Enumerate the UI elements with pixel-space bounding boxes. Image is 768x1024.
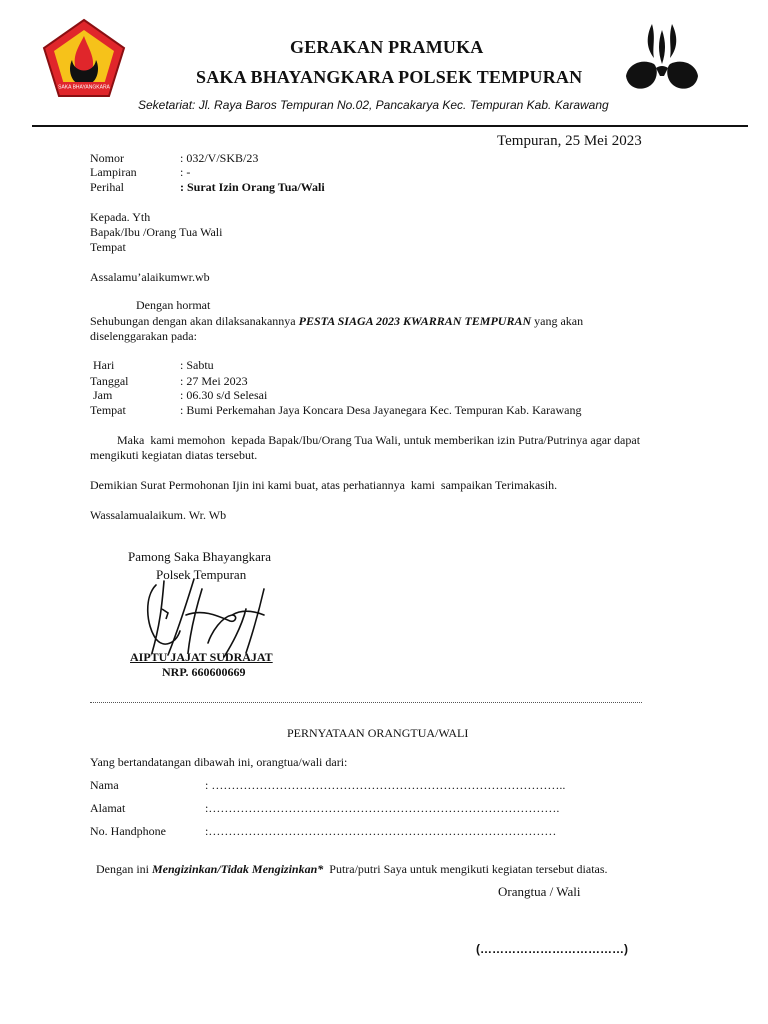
intro-text: Sehubungan dengan akan dilaksanakannya xyxy=(90,314,299,328)
recipient-line: Tempat xyxy=(90,240,126,254)
meta-label-perihal: Perihal xyxy=(90,180,124,194)
event-label-jam: Jam xyxy=(90,388,113,402)
signer-unit: Polsek Tempuran xyxy=(156,567,247,582)
saka-bhayangkara-logo xyxy=(42,18,126,105)
field-blank-nama[interactable]: : …………………………………………………………………………….. xyxy=(205,778,566,792)
meta-label-lampiran: Lampiran xyxy=(90,165,137,179)
consent-text: Putra/putri Saya untuk mengikuti kegiatan tersebut diatas. xyxy=(323,862,608,876)
field-label-handphone: No. Handphone xyxy=(90,824,166,838)
consent-line xyxy=(90,847,608,877)
meta-value-lampiran: : - xyxy=(180,165,191,179)
tunas-kelapa-logo xyxy=(622,20,702,101)
event-label-tanggal: Tanggal xyxy=(90,374,129,388)
statement-intro: Yang bertandatangan dibawah ini, orangtua/wali dari: xyxy=(90,755,348,769)
field-label-nama: Nama xyxy=(90,778,119,792)
event-value-tempat: : Bumi Perkemahan Jaya Koncara Desa Jayanegara Kec. Tempuran Kab. Karawang xyxy=(180,403,582,417)
letter-date: Tempuran, 25 Mei 2023 xyxy=(497,133,642,149)
event-label-hari: Hari xyxy=(90,358,115,372)
event-value-tanggal: : 27 Mei 2023 xyxy=(180,374,248,388)
event-value-hari: : Sabtu xyxy=(180,358,214,372)
signer-name: AIPTU JAJAT SUDRAJAT xyxy=(130,650,273,664)
guardian-sign-blank[interactable]: (………………………………) xyxy=(476,942,628,956)
event-label-tempat: Tempat xyxy=(90,403,126,417)
meta-label-nomor: Nomor xyxy=(90,151,124,165)
unit-title: SAKA BHAYANGKARA POLSEK TEMPURAN xyxy=(196,67,583,87)
meta-value-nomor: : 032/V/SKB/23 xyxy=(180,151,259,165)
greeting: Assalamu’alaikumwr.wb xyxy=(90,270,210,284)
recipient-line: Kepada. Yth xyxy=(90,210,151,224)
org-title: GERAKAN PRAMUKA xyxy=(290,37,484,57)
event-name: PESTA SIAGA 2023 KWARRAN TEMPURAN xyxy=(298,314,532,328)
secretariat-address: Seketariat: Jl. Raya Baros Tempuran No.02, Pancakarya Kec. Tempuran Kab. Karawang xyxy=(138,98,609,112)
statement-title: PERNYATAAN ORANGTUA/WALI xyxy=(287,726,469,740)
consent-choice[interactable]: Mengizinkan/Tidak Mengizinkan* xyxy=(152,862,324,876)
request-line-2: mengikuti kegiatan diatas tersebut. xyxy=(90,448,258,462)
guardian-sign-label: Orangtua / Wali xyxy=(498,884,581,899)
recipient-line: Bapak/Ibu /Orang Tua Wali xyxy=(90,225,223,239)
salutation: Dengan hormat xyxy=(136,298,211,312)
field-label-alamat: Alamat xyxy=(90,801,126,815)
cut-line xyxy=(90,702,642,703)
field-blank-alamat[interactable]: :……………………………………………………………………………. xyxy=(205,801,560,815)
closing-line: Demikian Surat Permohonan Ijin ini kami buat, atas perhatiannya kami sampaikan Terimakasih. xyxy=(90,478,558,492)
intro-text: yang akan xyxy=(531,314,584,328)
meta-value-perihal: : Surat Izin Orang Tua/Wali xyxy=(180,180,325,194)
intro-line-2: diselenggarakan pada: xyxy=(90,329,197,343)
svg-text:SAKA BHAYANGKARA: SAKA BHAYANGKARA xyxy=(58,84,110,91)
header-divider xyxy=(32,125,748,127)
intro-line-1 xyxy=(90,314,583,329)
signer-nrp: NRP. 660600669 xyxy=(162,665,246,679)
closing-salam: Wassalamualaikum. Wr. Wb xyxy=(90,508,227,522)
field-blank-handphone[interactable]: :…………………………………………………………………………… xyxy=(205,824,557,838)
event-value-jam: : 06.30 s/d Selesai xyxy=(180,388,268,402)
signer-role: Pamong Saka Bhayangkara xyxy=(128,549,271,564)
request-line-1: Maka kami memohon kepada Bapak/Ibu/Orang Tua Wali, untuk memberikan izin Putra/Putrinya agar dapat xyxy=(117,433,641,447)
consent-text: Dengan ini xyxy=(96,862,152,876)
